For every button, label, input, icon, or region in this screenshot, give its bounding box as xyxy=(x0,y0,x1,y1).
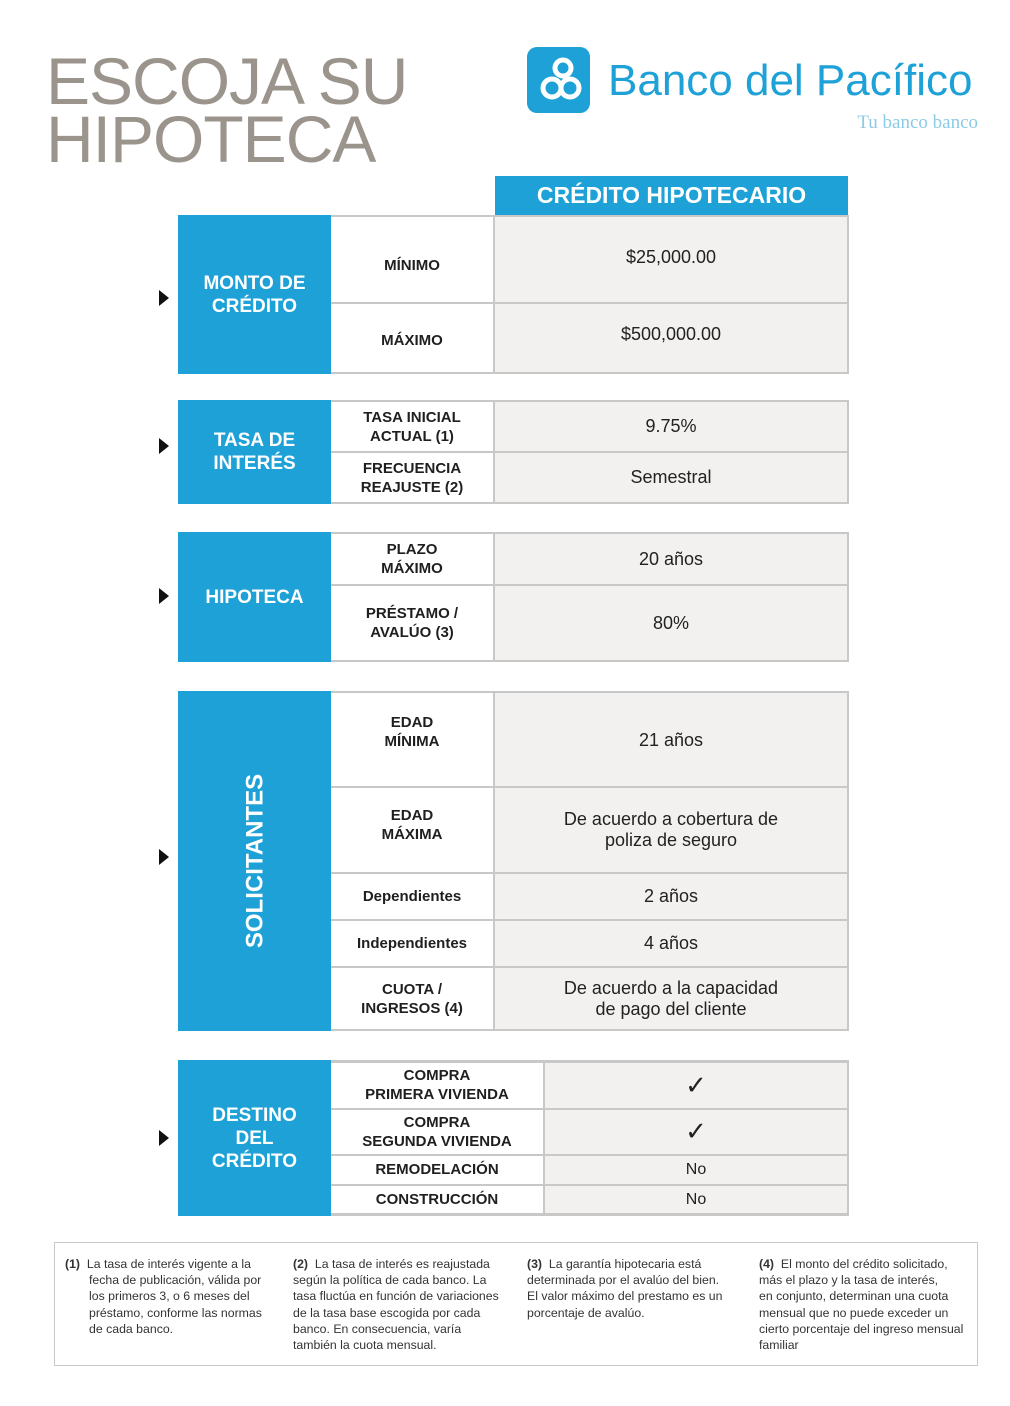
row-label: REMODELACIÓN xyxy=(331,1156,545,1184)
bank-logo-icon xyxy=(527,47,590,113)
section-monto xyxy=(178,215,849,374)
section-tasa xyxy=(178,400,849,504)
row-label: TASA INICIAL ACTUAL (1) xyxy=(331,402,495,451)
row-label: MÁXIMO xyxy=(331,304,495,372)
table-row xyxy=(331,966,849,1029)
row-label: EDAD MÍNIMA xyxy=(331,693,495,786)
section-solicitantes xyxy=(178,691,849,1031)
table-row xyxy=(331,1184,849,1214)
brand-name: Banco del Pacífico xyxy=(608,56,973,105)
row-label: Independientes xyxy=(331,921,495,966)
row-value: 80% xyxy=(495,586,849,660)
row-value: No xyxy=(545,1186,849,1214)
table-row xyxy=(331,302,849,372)
check-icon: ✓ xyxy=(545,1063,849,1108)
table-row xyxy=(331,534,849,584)
row-label: COMPRA SEGUNDA VIVIENDA xyxy=(331,1110,545,1155)
section-destino xyxy=(178,1060,849,1216)
table-row xyxy=(331,402,849,451)
section-rows xyxy=(331,532,849,662)
section-label: SOLICITANTES xyxy=(178,691,331,1031)
arrow-marker-icon xyxy=(159,1130,169,1146)
table-row xyxy=(331,1063,849,1108)
table-row xyxy=(331,217,849,302)
section-label: MONTO DE CRÉDITO xyxy=(178,215,331,374)
table-row xyxy=(331,1108,849,1155)
row-label: Dependientes xyxy=(331,874,495,919)
section-rows xyxy=(331,1060,849,1216)
row-label: FRECUENCIA REAJUSTE (2) xyxy=(331,453,495,502)
row-value: 4 años xyxy=(495,921,849,966)
row-value: 9.75% xyxy=(495,402,849,451)
section-label: DESTINO DEL CRÉDITO xyxy=(178,1060,331,1216)
page-title xyxy=(46,44,408,176)
brand-tagline: Tu banco banco xyxy=(857,112,978,133)
section-hipoteca xyxy=(178,532,849,662)
row-value: 20 años xyxy=(495,534,849,584)
footnote-1: (1) La tasa de interés vigente a la fecha de publicación, válida por los primeros 3, o 6 meses del préstamo, conforme las normas de cada banco. xyxy=(65,1257,262,1336)
section-rows xyxy=(331,215,849,374)
check-icon: ✓ xyxy=(545,1110,849,1155)
footnote-4: (4) El monto del crédito solicitado, más el plazo y la tasa de interés, en conjunto, determinan una cuota mensual que no puede exceder un cierto porcentaje del ingreso mensual familiar xyxy=(759,1257,964,1353)
arrow-marker-icon xyxy=(159,438,169,454)
page-title-line2: HIPOTECA xyxy=(46,102,376,176)
row-label: MÍNIMO xyxy=(331,217,495,302)
footnotes-box xyxy=(54,1242,978,1366)
row-value: De acuerdo a la capacidad de pago del cliente xyxy=(495,968,849,1029)
section-label: TASA DE INTERÉS xyxy=(178,400,331,504)
footnote-3: (3) La garantía hipotecaria está determinada por el avalúo del bien. El valor máximo del prestamo es un porcentaje de avalúo. xyxy=(527,1257,723,1320)
table-row xyxy=(331,451,849,502)
table-row xyxy=(331,584,849,660)
table-row xyxy=(331,786,849,872)
row-value: Semestral xyxy=(495,453,849,502)
row-label: PLAZO MÁXIMO xyxy=(331,534,495,584)
section-rows xyxy=(331,400,849,504)
column-header: CRÉDITO HIPOTECARIO xyxy=(495,176,848,215)
row-label: CONSTRUCCIÓN xyxy=(331,1186,545,1214)
row-value: De acuerdo a cobertura de poliza de seguro xyxy=(495,788,849,872)
table-row xyxy=(331,693,849,786)
arrow-marker-icon xyxy=(159,588,169,604)
row-value: $25,000.00 xyxy=(495,217,849,302)
arrow-marker-icon xyxy=(159,849,169,865)
row-label: EDAD MÁXIMA xyxy=(331,788,495,872)
row-value: 21 años xyxy=(495,693,849,786)
row-label: CUOTA / INGRESOS (4) xyxy=(331,968,495,1029)
table-row xyxy=(331,919,849,966)
page-title-line1: ESCOJA SU xyxy=(46,44,408,118)
table-row xyxy=(331,872,849,919)
footnote-2: (2) La tasa de interés es reajustada según la política de cada banco. La tasa fluctúa en función de variaciones de la tasa base escogida por cada banco. En consecuencia, varía también la cuota mensual. xyxy=(293,1257,499,1353)
section-rows xyxy=(331,691,849,1031)
row-label: COMPRA PRIMERA VIVIENDA xyxy=(331,1063,545,1108)
arrow-marker-icon xyxy=(159,290,169,306)
row-value: $500,000.00 xyxy=(495,304,849,372)
table-row xyxy=(331,1154,849,1184)
row-value: No xyxy=(545,1156,849,1184)
row-value: 2 años xyxy=(495,874,849,919)
row-label: PRÉSTAMO / AVALÚO (3) xyxy=(331,586,495,660)
section-label: HIPOTECA xyxy=(178,532,331,662)
